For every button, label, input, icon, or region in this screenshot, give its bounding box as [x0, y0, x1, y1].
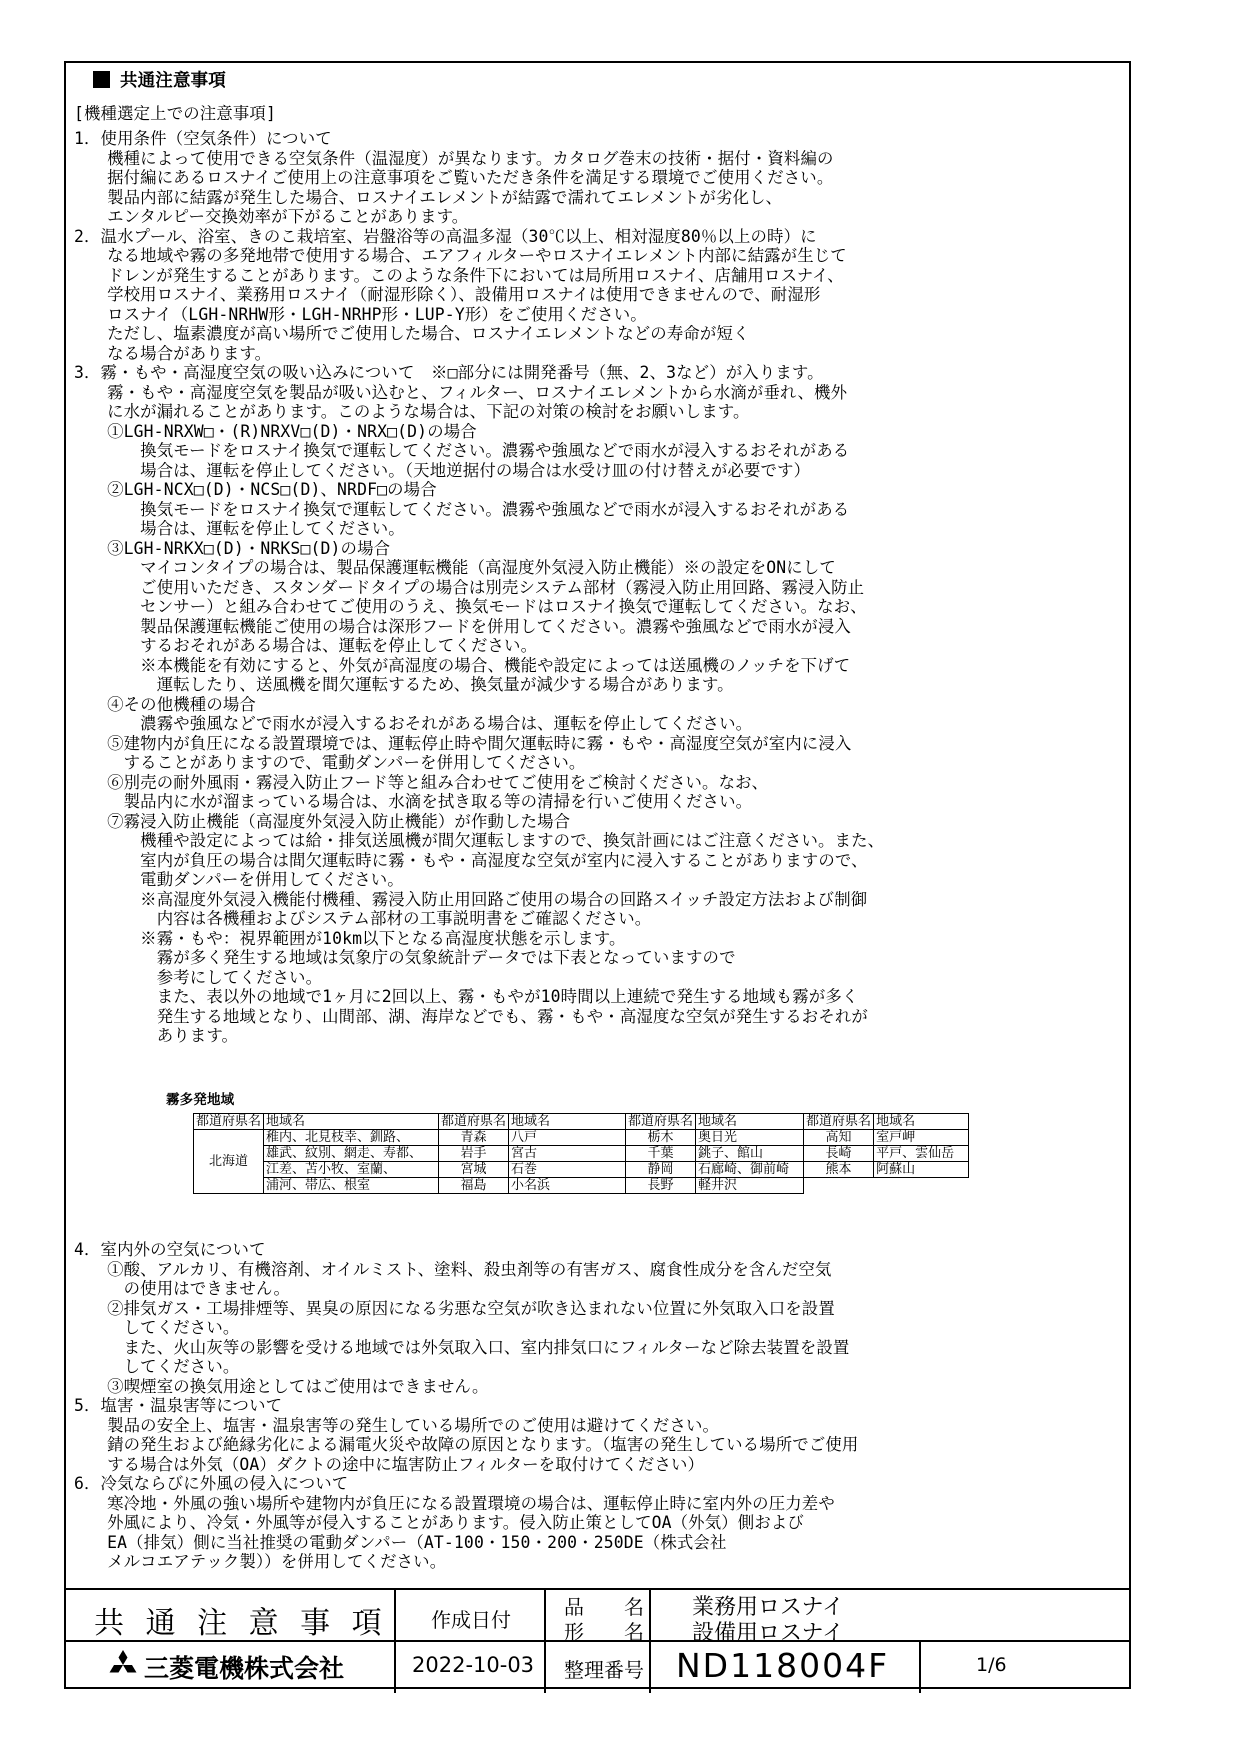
text-line: 寒冷地・外風の強い場所や建物内が負圧になる設置環境の場合は、運転停止時に室内外の圧力差や	[74, 1493, 835, 1513]
text-line: 錆の発生および絶縁劣化による漏電火災や故障の原因となります。（塩害の発生している場所でご使用	[74, 1435, 859, 1454]
table-header: 地域名	[696, 1114, 804, 1130]
table-cell-area: 平戸、雲仙岳	[874, 1146, 969, 1162]
text-line: ④その他機種の場合	[74, 694, 256, 714]
table-header: 地域名	[509, 1114, 626, 1130]
table-cell-area: 雄武、紋別、網走、寿都、	[264, 1146, 439, 1162]
text-line: ※高湿度外気浸入機能付機種、霧浸入防止用回路ご使用の場合の回路スイッチ設定方法および制御	[74, 889, 868, 909]
text-line: ⑤建物内が負圧になる設置環境では、運転停止時や間欠運転時に霧・もや・高湿度空気が室内に浸入	[74, 733, 852, 753]
text-line: ①LGH-NRXW□・(R)NRXV□(D)・NRX□(D)の場合	[74, 421, 477, 441]
table-header: 都道府県名	[626, 1114, 696, 1130]
document-heading	[93, 71, 226, 90]
text-line: してください。	[74, 1357, 240, 1376]
text-line: 機種や設定によっては給・排気送風機が間欠運転しますので、換気計画にはご注意ください。また、	[74, 831, 885, 850]
text-line: ③LGH-NRKX□(D)・NRKS□(D)の場合	[74, 538, 391, 558]
text-line: 運転したり、送風機を間欠運転するため、換気量が減少する場合があります。	[74, 675, 734, 694]
table-row	[194, 1130, 969, 1146]
text-line: 内容は各機種およびシステム部材の工事説明書をご確認ください。	[74, 909, 652, 928]
text-line: 換気モードをロスナイ換気で運転してください。濃霧や強風などで雨水が浸入するおそれがある	[74, 499, 850, 519]
table-cell-pref: 宮城	[439, 1162, 509, 1178]
table-header: 地域名	[264, 1114, 439, 1130]
text-line: ロスナイ（LGH-NRHW形・LGH-NRHP形・LUP-Y形）をご使用ください。	[74, 304, 647, 324]
content-area	[66, 63, 1129, 1588]
table-cell-area: 宮古	[509, 1146, 626, 1162]
table-cell-pref: 栃木	[626, 1130, 696, 1146]
table-header: 都道府県名	[804, 1114, 874, 1130]
text-line: してください。	[74, 1318, 240, 1337]
seiri-label: 整理番号	[564, 1658, 644, 1682]
table-cell-area: 小名浜	[509, 1178, 626, 1194]
table-header: 地域名	[874, 1114, 969, 1130]
table-cell-pref: 長野	[626, 1178, 696, 1194]
text-line: 6．冷気ならびに外風の侵入について	[74, 1474, 349, 1493]
text-line: するおそれがある場合は、運転を停止してください。	[74, 636, 538, 655]
text-line: 5．塩害・温泉害等について	[74, 1396, 283, 1415]
mitsubishi-logo	[106, 1650, 140, 1680]
text-line: 参考にしてください。	[74, 967, 323, 987]
text-line: 霧が多く発生する地域は気象庁の気象統計データでは下表となっていますので	[74, 948, 736, 967]
doc-title: 共 通 注 意 事 項	[94, 1606, 388, 1641]
table-cell-area: 浦河、帯広、根室	[264, 1178, 439, 1194]
table-cell-empty	[874, 1178, 969, 1194]
heading-text: 共通注意事項	[120, 71, 226, 91]
text-line: 学校用ロスナイ、業務用ロスナイ（耐湿形除く）、設備用ロスナイは使用できませんので、耐湿形	[74, 285, 821, 304]
product-name-2: 設備用ロスナイ	[692, 1621, 845, 1646]
text-line: あります。	[74, 1026, 239, 1045]
text-line: 据付編にあるロスナイご使用上の注意事項をご覧いただき条件を満足する環境でご使用ください。	[74, 168, 834, 187]
text-line: 製品保護運転機能ご使用の場合は深形フードを併用してください。濃霧や強風などで雨水が浸入	[74, 616, 851, 636]
fog-area-table	[193, 1113, 969, 1194]
text-line: する場合は外気（OA）ダクトの途中に塩害防止フィルターを取付けてください）	[74, 1454, 705, 1474]
text-line: ※霧・もや：視界範囲が10km以下となる高湿度状態を示します。	[74, 928, 626, 948]
table-cell-pref: 北海道	[194, 1130, 264, 1194]
text-line: の使用はできません。	[74, 1279, 291, 1298]
table-header: 都道府県名	[439, 1114, 509, 1130]
text-line: 換気モードをロスナイ換気で運転してください。濃霧や強風などで雨水が浸入するおそれがある	[74, 441, 850, 460]
document-number: ND118004F	[676, 1646, 890, 1685]
table-cell-pref: 青森	[439, 1130, 509, 1146]
text-line: 4．室内外の空気について	[74, 1240, 266, 1259]
table-cell-area: 石廊崎、御前崎	[696, 1162, 804, 1178]
text-line: 製品の安全上、塩害・温泉害等の発生している場所でのご使用は避けてください。	[74, 1415, 720, 1435]
document-frame	[64, 61, 1131, 1689]
text-line: 霧・もや・高湿度空気を製品が吸い込むと、フィルター、ロスナイエレメントから水滴が垂れ、機外	[74, 382, 848, 402]
table-cell-area: 石巻	[509, 1162, 626, 1178]
text-line: 3．霧・もや・高湿度空気の吸い込みについて ※□部分には開発番号（無、2、3など）が入ります。	[74, 363, 824, 382]
table-cell-area: 銚子、館山	[696, 1146, 804, 1162]
text-line: エンタルピー交換効率が下がることがあります。	[74, 207, 469, 226]
text-line: 製品内部に結露が発生した場合、ロスナイエレメントが結露で濡れてエレメントが劣化し、	[74, 187, 783, 207]
text-line: 1．使用条件（空気条件）について	[74, 129, 332, 148]
text-line: 発生する地域となり、山間部、湖、海岸などでも、霧・もや・高湿度な空気が発生するおそれが	[74, 1006, 868, 1026]
black-square-icon	[93, 71, 110, 88]
table-header-row	[194, 1114, 969, 1130]
text-line: 場合は、運転を停止してください。	[74, 519, 405, 538]
text-line: ご使用いただき、スタンダードタイプの場合は別売システム部材（霧浸入防止用回路、霧浸入防止	[74, 577, 865, 597]
table-cell-pref: 静岡	[626, 1162, 696, 1178]
table-cell-area: 軽井沢	[696, 1178, 804, 1194]
page-number: 1/6	[976, 1654, 1007, 1676]
date-label: 作成日付	[431, 1608, 511, 1632]
text-line: マイコンタイプの場合は、製品保護運転機能（高湿度外気浸入防止機能）※の設定をONにして	[74, 558, 836, 577]
table-cell-pref: 千葉	[626, 1146, 696, 1162]
table-cell-pref: 長崎	[804, 1146, 874, 1162]
text-line: 製品内に水が溜まっている場合は、水滴を拭き取る等の清掃を行いご使用ください。	[74, 792, 753, 811]
text-line: ③喫煙室の換気用途としてはご使用はできません。	[74, 1376, 489, 1396]
text-line: に水が漏れることがあります。このような場合は、下記の対策の検討をお願いします。	[74, 402, 750, 421]
text-line: センサー）と組み合わせてご使用のうえ、換気モードはロスナイ換気で運転してください。なお、	[74, 597, 867, 616]
text-line: EA（排気）側に当社推奨の電動ダンパー（AT-100・150・200・250DE（株式会社	[74, 1532, 727, 1552]
text-line: 機種によって使用できる空気条件（温湿度）が異なります。カタログ巻末の技術・据付・資料編の	[74, 148, 834, 168]
table-cell-area: 室戸岬	[874, 1130, 969, 1146]
table-cell-area: 八戸	[509, 1130, 626, 1146]
table-row	[194, 1146, 969, 1162]
text-line: なる場合があります。	[74, 343, 272, 363]
text-line: メルコエアテック製））を併用してください。	[74, 1552, 447, 1571]
table-cell-pref: 高知	[804, 1130, 874, 1146]
text-line: 2．温水プール、浴室、きのこ栽培室、岩盤浴等の高温多湿（30℃以上、相対湿度80％以上の時）に	[74, 226, 817, 246]
three-diamonds-icon	[106, 1650, 140, 1680]
table-cell-pref: 熊本	[804, 1162, 874, 1178]
table-row	[194, 1178, 969, 1194]
creation-date: 2022-10-03	[412, 1653, 535, 1677]
text-line: することがありますので、電動ダンパーを併用してください。	[74, 753, 586, 772]
text-line: ②排気ガス・工場排煙等、異臭の原因になる劣悪な空気が吹き込まれない位置に外気取入口を設置	[74, 1298, 835, 1318]
katamei-label: 形 名	[564, 1620, 644, 1644]
text-line: ⑦霧浸入防止機能（高湿度外気浸入防止機能）が作動した場合	[74, 811, 571, 831]
text-line: 電動ダンパーを併用してください。	[74, 870, 404, 889]
table-cell-empty	[804, 1178, 874, 1194]
table-cell-area: 阿蘇山	[874, 1162, 969, 1178]
product-name-1: 業務用ロスナイ	[692, 1595, 845, 1620]
table-row	[194, 1162, 969, 1178]
section-title: [機種選定上での注意事項]	[74, 104, 276, 123]
fog-table-title: 霧多発地域	[166, 1092, 235, 1108]
text-line: また、表以外の地域で1ヶ月に2回以上、霧・もやが10時間以上連続で発生する地域も霧が多く	[74, 987, 859, 1006]
table-cell-area: 江差、苫小牧、室蘭、	[264, 1162, 439, 1178]
table-cell-pref: 岩手	[439, 1146, 509, 1162]
text-line: ⑥別売の耐外風雨・霧浸入防止フード等と組み合わせてご使用をご検討ください。なお、	[74, 772, 769, 792]
table-cell-pref: 福島	[439, 1178, 509, 1194]
text-line: ※本機能を有効にすると、外気が高湿度の場合、機能や設定によっては送風機のノッチを下げて	[74, 655, 851, 675]
title-block	[64, 1588, 1131, 1691]
text-line: 濃霧や強風などで雨水が浸入するおそれがある場合は、運転を停止してください。	[74, 714, 753, 733]
text-line: 室内が負圧の場合は間欠運転時に霧・もや・高湿度な空気が室内に浸入することがありますので、	[74, 850, 868, 870]
text-line: ただし、塩素濃度が高い場所でご使用した場合、ロスナイエレメントなどの寿命が短く	[74, 324, 750, 343]
text-line: また、火山灰等の影響を受ける地域では外気取入口、室内排気口にフィルターなど除去装置を設置	[74, 1337, 850, 1357]
text-line: ①酸、アルカリ、有機溶剤、オイルミスト、塗料、殺虫剤等の有害ガス、腐食性成分を含んだ空気	[74, 1259, 832, 1279]
table-header: 都道府県名	[194, 1114, 264, 1130]
text-line: 場合は、運転を停止してください。（天地逆据付の場合は水受け皿の付け替えが必要です）	[74, 460, 811, 480]
text-line: ②LGH-NCX□(D)・NCS□(D)、NRDF□の場合	[74, 480, 437, 499]
table-cell-area: 奥日光	[696, 1130, 804, 1146]
table-cell-area: 稚内、北見枝幸、釧路、	[264, 1130, 439, 1146]
text-line: ドレンが発生することがあります。このような条件下においては局所用ロスナイ、店舗用ロスナイ、	[74, 265, 844, 285]
text-line: 外風により、冷気・外風等が侵入することがあります。侵入防止策としてOA（外気）側および	[74, 1513, 804, 1532]
text-line: なる地域や霧の多発地帯で使用する場合、エアフィルターやロスナイエレメント内部に結露が生じて	[74, 246, 847, 265]
company-name: 三菱電機株式会社	[144, 1654, 345, 1683]
hinmei-label: 品 名	[564, 1595, 644, 1619]
